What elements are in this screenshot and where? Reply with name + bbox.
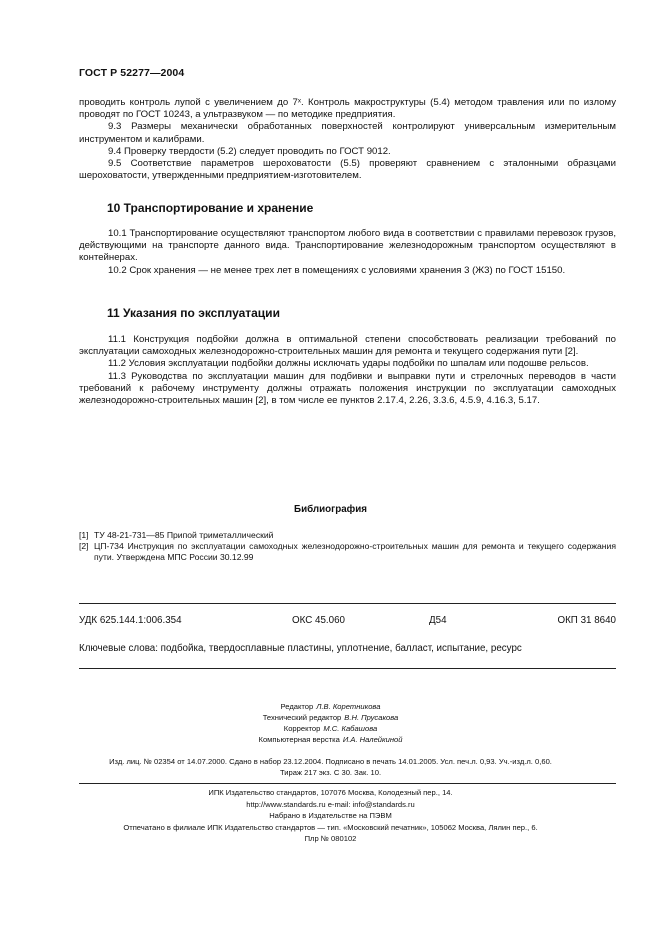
print-info-line: Тираж 217 экз. С 30. Зак. 10. [279, 768, 382, 778]
bibliography-title: Библиография [294, 504, 367, 515]
bibliography-num: [1] [79, 530, 89, 540]
credit-role: Технический редактор [262, 713, 342, 722]
bibliography-item [79, 530, 616, 541]
divider [79, 668, 616, 669]
credit-role: Редактор [280, 702, 314, 711]
paragraph: 9.5 Соответствие параметров шероховатости (5.5) проверяют сравнением с эталонными образцами шероховатости, утвержденными предприятием-изготовителем. [79, 158, 616, 182]
print-info [0, 756, 661, 778]
credits [0, 701, 661, 745]
credit-line [0, 734, 661, 745]
paragraph: 9.4 Проверку твердости (5.2) следует проводить по ГОСТ 9012. [108, 145, 391, 157]
section-10-heading: 10 Транспортирование и хранение [107, 201, 314, 215]
paragraph: 10.2 Срок хранения — не менее трех лет в помещениях с условиями хранения 3 (Ж3) по ГОСТ 15150. [108, 264, 566, 276]
credit-name: Л.В. Коретникова [316, 702, 381, 711]
divider [79, 603, 616, 604]
bibliography-item [79, 541, 616, 563]
oks-code: ОКС 45.060 [292, 615, 345, 626]
divider [79, 783, 616, 784]
paragraph: 10.1 Транспортирование осуществляют транспортом любого вида в соответствии с правилами перевозок грузов, действующими на транспорте данного вида. Транспортирование железнодорожным транспортом осуществляют в контейнерах. [79, 228, 616, 264]
bibliography-text: ТУ 48-21-731—85 Припой триметаллический [94, 530, 274, 540]
credit-name: И.А. Налейкиной [342, 735, 403, 744]
section-10-body [79, 228, 616, 277]
publisher-line: http://www.standards.ru e-mail: info@standards.ru [246, 799, 415, 809]
paragraph: 11.1 Конструкция подбойки должна в оптимальной степени способствовать реализации требований по эксплуатации самоходных железнодорожно-строительных машин для ремонта и текущего содержания пути [2]. [79, 334, 616, 358]
credit-role: Компьютерная верстка [258, 735, 340, 744]
bibliography-list [79, 530, 616, 563]
credit-line [0, 723, 661, 734]
paragraph: 11.2 Условия эксплуатации подбойки должны исключать удары подбойки по шпалам или подошве рельсов. [108, 358, 589, 370]
print-info-line: Изд. лиц. № 02354 от 14.07.2000. Сдано в набор 23.12.2004. Подписано в печать 14.01.2005. Усл. печ.л. 0,93. Уч.-изд.л. 0,60. [109, 757, 552, 766]
credit-line [0, 701, 661, 712]
publisher-line: Набрано в Издательстве на ПЭВМ [269, 811, 392, 820]
paragraph: 11.3 Руководства по эксплуатации машин для подбивки и выправки пути и стрелочных переводов в части требований к рабочему инструменту должны отражать положения инструкции по эксплуатации самоходных железнодорожно-строительных машин [2], в том числе ее пунктов 2.17.4, 2.26, 3.3.6, 4.5.9, 4.16.3, 5.17. [79, 370, 616, 407]
standard-header: ГОСТ Р 52277—2004 [79, 67, 185, 79]
udk-code: УДК 625.144.1:006.354 [79, 615, 182, 626]
okp-code: ОКП 31 8640 [557, 615, 616, 626]
publisher-info [0, 787, 661, 845]
bibliography-text: ЦП-734 Инструкция по эксплуатации самоходных железнодорожно-строительных машин для ремонта и текущего содержания пути. Утверждена МПС России 30.12.99 [94, 541, 616, 562]
paragraph: 9.3 Размеры механически обработанных поверхностей контролируют универсальным измерительным инструментом и калибрами. [79, 121, 616, 145]
section-11-heading: 11 Указания по эксплуатации [107, 306, 280, 320]
section-11-body [79, 334, 616, 407]
section-9-tail [79, 97, 616, 182]
bibliography-num: [2] [79, 541, 89, 551]
group-code: Д54 [429, 615, 447, 626]
credit-name: В.Н. Прусакова [344, 713, 399, 722]
credit-role: Корректор [283, 724, 321, 733]
publisher-line: ИПК Издательство стандартов, 107076 Москва, Колодезный пер., 14. [208, 788, 453, 797]
keywords: Ключевые слова: подбойка, твердосплавные пластины, уплотнение, балласт, испытание, ресурс [79, 643, 522, 654]
credit-line [0, 712, 661, 723]
credit-name: М.С. Кабашова [323, 724, 378, 733]
publisher-line: Отпечатано в филиале ИПК Издательство стандартов — тип. «Московский печатник», 105062 Москва, Лялин пер., 6. [123, 822, 538, 832]
paragraph: проводить контроль лупой с увеличением до 7ˣ. Контроль макроструктуры (5.4) методом травления или по излому проводят по ГОСТ 10243, а ультразвуком — по методике предприятия. [79, 97, 616, 121]
publisher-line: Плр № 080102 [304, 834, 357, 843]
